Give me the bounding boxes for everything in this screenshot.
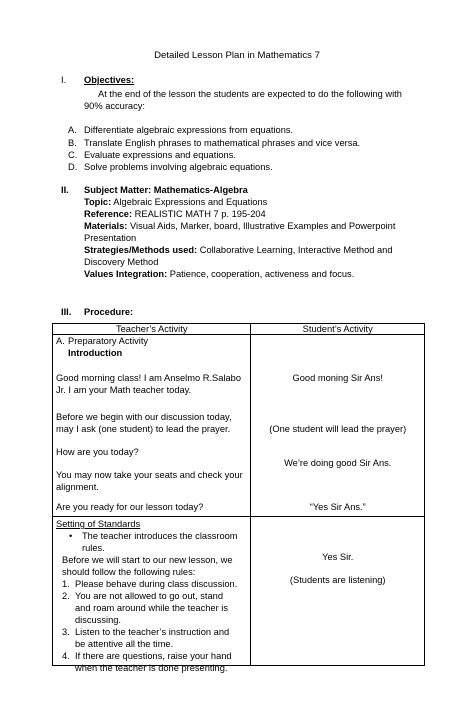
student-line: (Students are listening) — [289, 575, 386, 585]
objective-item-b: Translate English phrases to mathematical phrases and vice versa. — [84, 138, 361, 148]
objectives-intro-line2: 90% accuracy: — [84, 101, 145, 111]
materials-value: Visual Aids, Marker, board, Illustrative Examples and Powerpoint — [130, 221, 396, 231]
student-cell-standards — [251, 517, 425, 666]
teacher-line: Are you ready for our lesson today? — [56, 502, 204, 512]
teacher-line: How are you today? — [56, 447, 139, 457]
materials-value-cont: Presentation — [84, 233, 137, 243]
teacher-line: alignment. — [56, 482, 99, 492]
objectives-intro-line1: At the end of the lesson the students are expected to do the following with — [98, 89, 402, 99]
objective-letter-b: B. — [68, 138, 77, 148]
procedure-table — [52, 323, 425, 673]
rules-intro-line: should follow the following rules: — [62, 567, 196, 577]
objective-item-a: Differentiate algebraic expressions from equations. — [84, 125, 294, 135]
values-label: Values Integration: — [84, 269, 168, 279]
rule-number: 4. — [62, 651, 70, 661]
student-line: We’re doing good Sir Ans. — [284, 458, 392, 468]
procedure-row-standards — [53, 517, 425, 666]
rule-text: Please behave during class discussion. — [75, 579, 238, 589]
sub-letter-a: A. — [56, 336, 65, 346]
preparatory-activity-heading: Preparatory Activity — [68, 336, 149, 346]
values-line — [84, 268, 354, 280]
topic-value: Algebraic Expressions and Equations — [113, 197, 268, 207]
materials-line — [84, 220, 395, 232]
strategies-line — [84, 244, 393, 256]
bullet-marker: • — [69, 531, 73, 541]
rule-text: be attentive all the time. — [75, 639, 174, 649]
topic-line — [84, 196, 267, 208]
rule-text: You are not allowed to go out, stand — [75, 591, 224, 601]
teacher-line: You may now take your seats and check your — [56, 470, 243, 480]
teacher-line: Before we begin with our discussion today, — [56, 412, 232, 422]
subject-matter-numeral: II. — [61, 185, 69, 195]
strategies-value-cont: Discovery Method — [84, 257, 159, 267]
procedure-numeral: III. — [61, 307, 72, 317]
subject-matter-heading: Subject Matter: Mathematics-Algebra — [84, 185, 248, 195]
rules-intro-line: Before we will start to our new lesson, we — [62, 555, 233, 565]
values-value: Patience, cooperation, activeness and focus. — [169, 269, 355, 279]
objective-item-d: Solve problems involving algebraic equations. — [84, 162, 273, 172]
objectives-heading: Objectives: — [84, 75, 135, 85]
rule-text: and roam around while the teacher is — [75, 603, 228, 613]
bullet-text: The teacher introduces the classroom — [82, 531, 238, 541]
objectives-numeral: I. — [61, 75, 67, 85]
reference-line — [84, 208, 266, 220]
rule-number: 3. — [62, 627, 70, 637]
introduction-heading: Introduction — [68, 348, 123, 358]
procedure-table-header — [53, 324, 425, 335]
bullet-text-cont: rules. — [82, 543, 105, 553]
procedure-heading: Procedure: — [84, 307, 134, 317]
student-activity-header: Student’s Activity — [251, 324, 425, 335]
teacher-line: Jr. I am your Math teacher today. — [56, 385, 192, 395]
student-cell-introduction — [251, 335, 425, 517]
materials-label: Materials: — [84, 221, 128, 231]
reference-label: Reference: — [84, 209, 133, 219]
objective-letter-c: C. — [68, 150, 78, 160]
objective-letter-a: A. — [68, 125, 77, 135]
rule-number: 2. — [62, 591, 70, 601]
teacher-activity-header: Teacher’s Activity — [53, 324, 251, 335]
student-line: “Yes Sir Ans.” — [309, 502, 366, 512]
objective-item-c: Evaluate expressions and equations. — [84, 150, 236, 160]
reference-value: REALISTIC MATH 7 p. 195-204 — [134, 209, 266, 219]
teacher-cell-introduction — [53, 335, 251, 517]
topic-label: Topic: — [84, 197, 112, 207]
document-title: Detailed Lesson Plan in Mathematics 7 — [154, 50, 320, 61]
student-line: Good moning Sir Ans! — [292, 373, 383, 383]
setting-standards-heading: Setting of Standards — [56, 519, 141, 529]
strategies-label: Strategies/Methods used: — [84, 245, 198, 255]
student-line: Yes Sir. — [322, 552, 354, 562]
rule-text: If there are questions, raise your hand — [75, 651, 232, 661]
rule-text: discussing. — [75, 615, 121, 625]
rule-text: when the teacher is done presenting. — [75, 663, 228, 673]
strategies-value: Collaborative Learning, Interactive Method and — [199, 245, 393, 255]
rule-number: 1. — [62, 579, 70, 589]
teacher-line: may I ask (one student) to lead the prayer. — [56, 424, 231, 434]
teacher-line: Good morning class! I am Anselmo R.Salabo — [56, 373, 241, 383]
teacher-cell-standards — [53, 517, 251, 673]
rule-text: Listen to the teacher’s instruction and — [75, 627, 230, 637]
procedure-row-introduction — [53, 335, 425, 517]
student-line: (One student will lead the prayer) — [269, 424, 407, 434]
objective-letter-d: D. — [68, 162, 78, 172]
